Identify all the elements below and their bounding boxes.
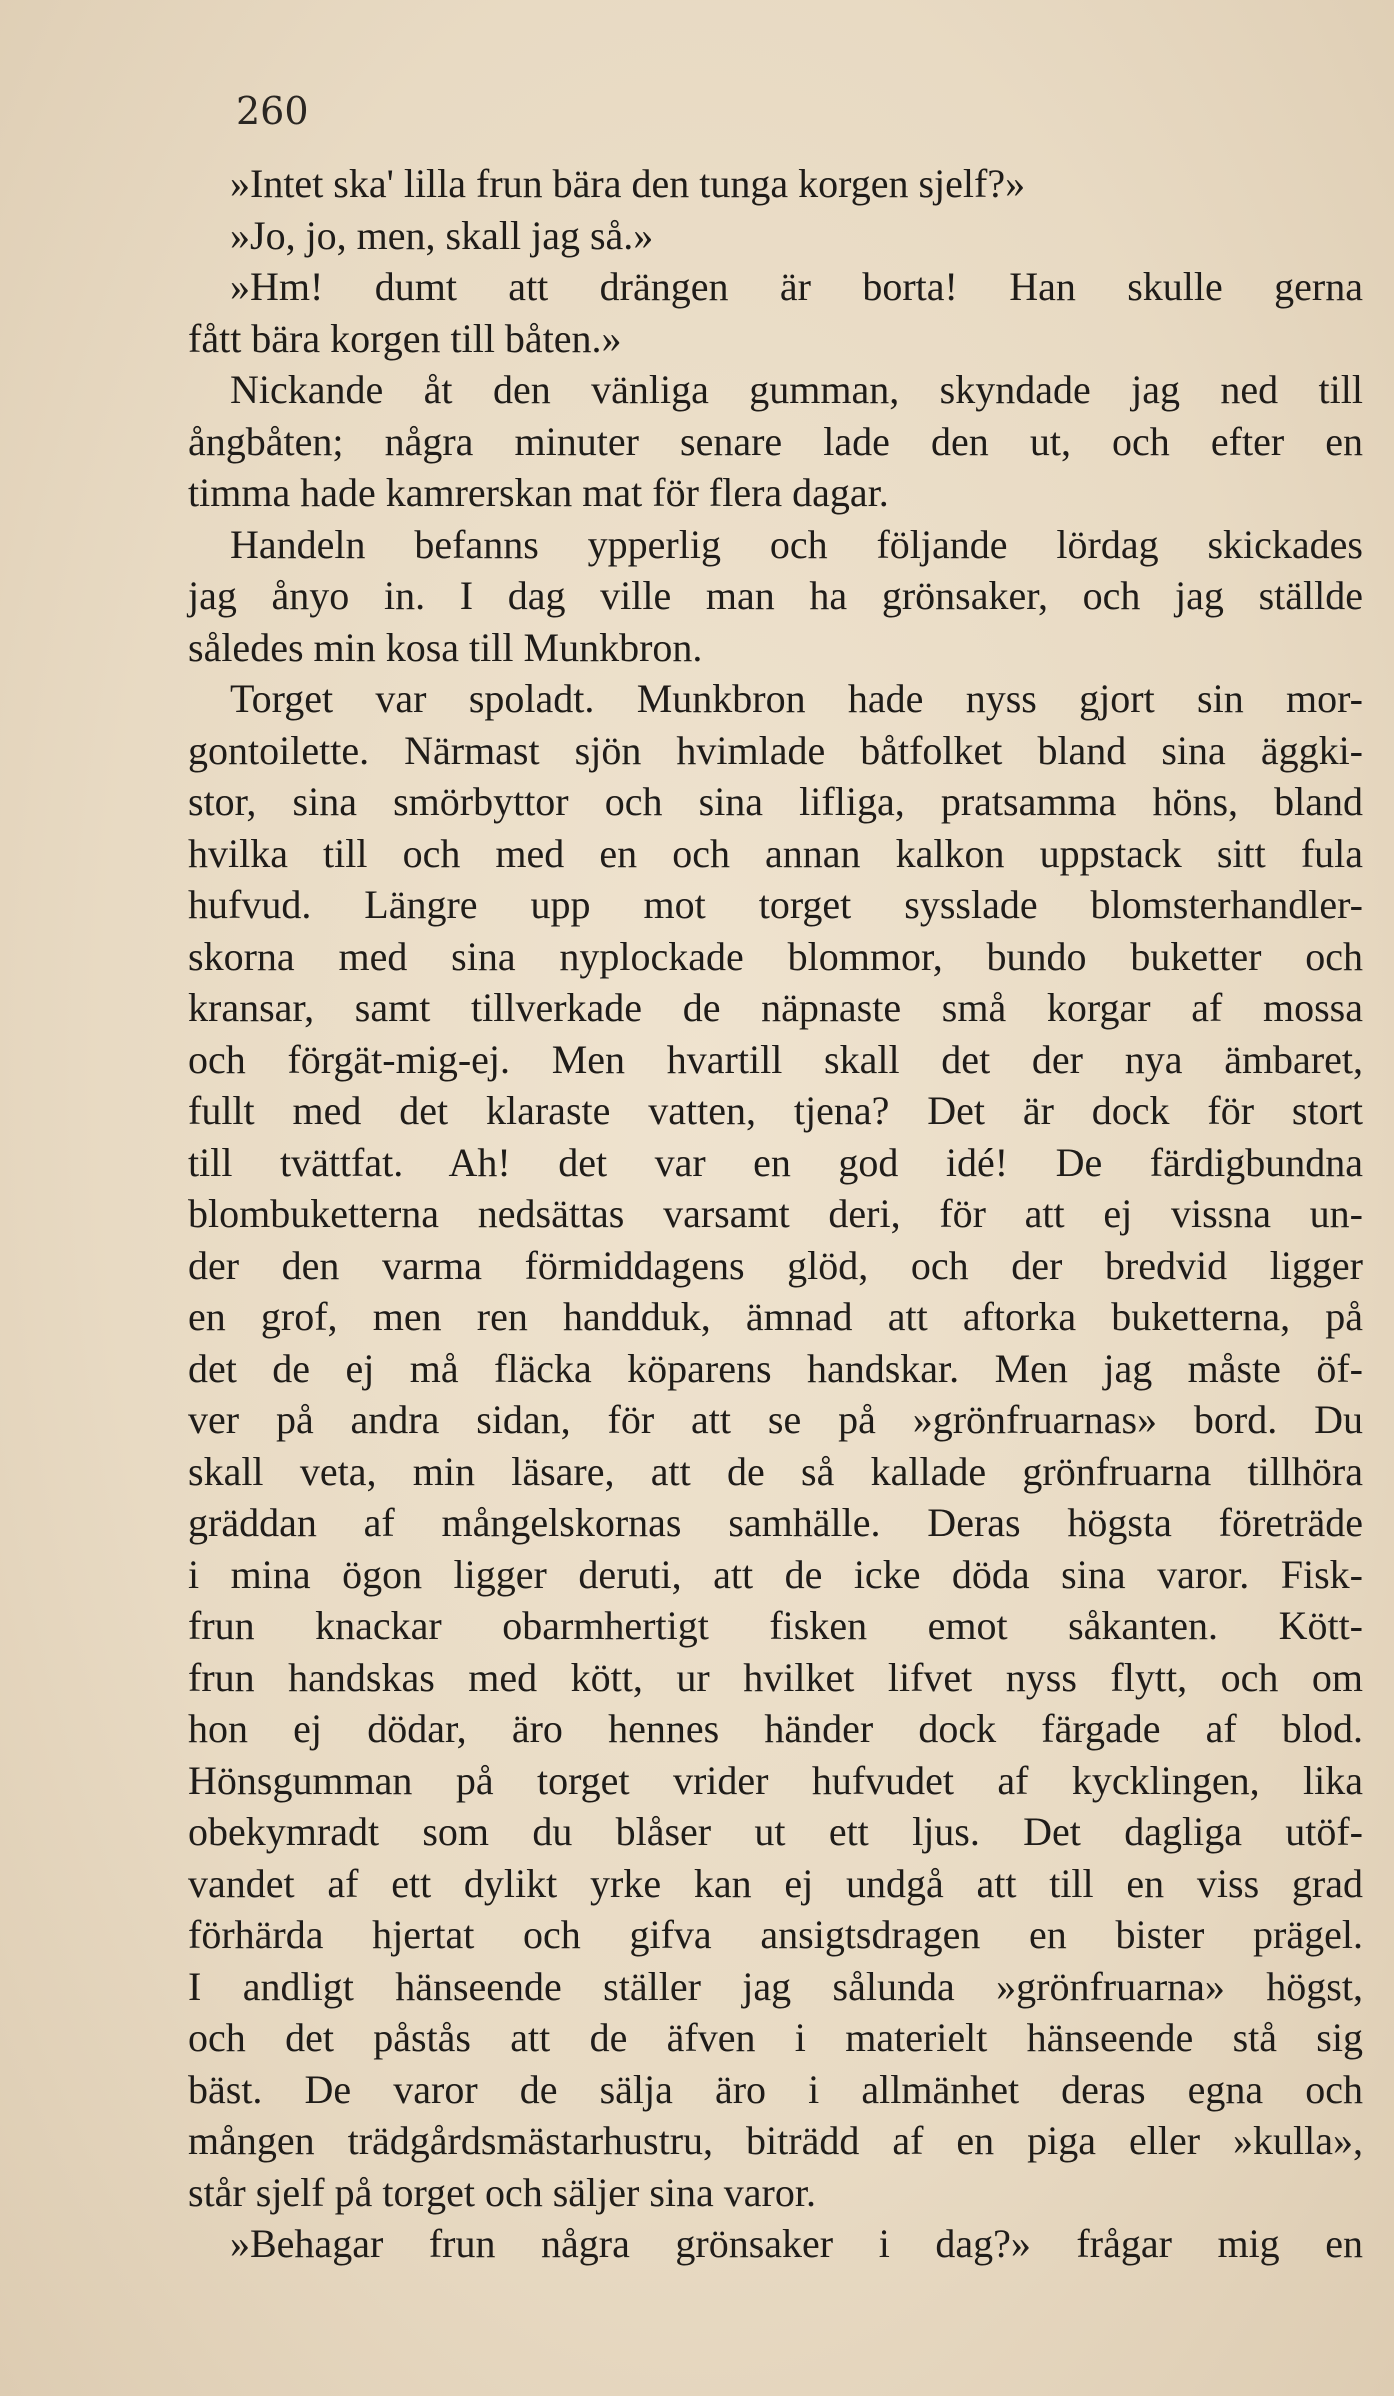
text-line: frun handskas med kött, ur hvilket lifvet nyss flytt, och om [188,1654,1363,1700]
text-line: Handeln befanns ypperlig och följande lördag skickades [230,521,1363,567]
text-line: timma hade kamrerskan mat för flera dagar. [188,470,889,515]
text-line: till tvättfat. Ah! det var en god idé! De färdigbundna [188,1139,1363,1185]
text-line: frun knackar obarmhertigt fisken emot såkanten. Kött- [188,1603,1363,1648]
text-line: kransar, samt tillverkade de näpnaste små korgar af mossa [188,985,1363,1030]
text-line: Nickande åt den vänliga gumman, skyndade jag ned till [230,367,1363,412]
text-line: Hönsgumman på torget vrider hufvudet af kycklingen, lika [188,1757,1363,1803]
text-line: »Hm! dumt att drängen är borta! Han skulle gerna [230,264,1363,309]
text-line: skall veta, min läsare, att de så kallade grönfruarna tillhöra [188,1448,1363,1494]
text-line: jag ånyo in. I dag ville man ha grönsaker, och jag ställde [188,573,1363,618]
text-line: och förgät-mig-ej. Men hvartill skall det der nya ämbaret, [188,1036,1363,1082]
text-line: hufvud. Längre upp mot torget sysslade blomsterhandler- [188,882,1363,927]
text-line: der den varma förmiddagens glöd, och der bredvid ligger [188,1242,1363,1288]
text-line: bäst. De varor de sälja äro i allmänhet deras egna och [188,2066,1363,2112]
text-line: fullt med det klaraste vatten, tjena? Det är dock för stort [188,1088,1363,1133]
body-text [188,158,1363,2270]
text-line: i mina ögon ligger deruti, att de icke döda sina varor. Fisk- [188,1551,1363,1597]
text-line: »Jo, jo, men, skall jag så.» [230,212,654,258]
text-line: en grof, men ren handduk, ämnad att aftorka buketterna, på [188,1294,1363,1339]
text-line: stor, sina smörbyttor och sina lifliga, pratsamma höns, bland [188,779,1363,824]
text-line: står sjelf på torget och säljer sina varor. [188,2169,816,2215]
text-line: således min kosa till Munkbron. [188,624,703,670]
text-line: Torget var spoladt. Munkbron hade nyss gjort sin mor- [230,676,1363,721]
text-line: I andligt hänseende ställer jag sålunda »grönfruarna» högst, [188,1963,1363,2009]
text-line: »Intet ska' lilla frun bära den tunga korgen sjelf?» [230,161,1026,206]
text-line: »Behagar frun några grönsaker i dag?» frågar mig en [230,2221,1363,2266]
text-line: gontoilette. Närmast sjön hvimlade båtfolket bland sina äggki- [188,727,1363,773]
text-line: det de ej må fläcka köparens handskar. Men jag måste öf- [188,1345,1363,1391]
page-number: 260 [236,89,309,133]
text-line: hon ej dödar, äro hennes händer dock färgade af blod. [188,1706,1363,1751]
text-line: gräddan af mångelskornas samhälle. Deras högsta företräde [188,1500,1363,1545]
text-line: hvilka till och med en och annan kalkon uppstack sitt fula [188,830,1363,876]
text-line: ver på andra sidan, för att se på »grönfruarnas» bord. Du [188,1397,1363,1442]
text-line: och det påstås att de äfven i materielt hänseende stå sig [188,2015,1363,2060]
text-line: mången trädgårdsmästarhustru, biträdd af en piga eller »kulla», [188,2118,1363,2163]
text-line: blombuketterna nedsättas varsamt deri, för att ej vissna un- [188,1191,1363,1236]
text-line: skorna med sina nyplockade blommor, bundo buketter och [188,933,1363,979]
text-line: fått bära korgen till båten.» [188,315,622,361]
text-line: förhärda hjertat och gifva ansigtsdragen en bister prägel. [188,1912,1363,1957]
text-line: ångbåten; några minuter senare lade den ut, och efter en [188,418,1363,464]
text-line: vandet af ett dylikt yrke kan ej undgå att till en viss grad [188,1860,1363,1906]
text-line: obekymradt som du blåser ut ett ljus. Det dagliga utöf- [188,1809,1363,1854]
